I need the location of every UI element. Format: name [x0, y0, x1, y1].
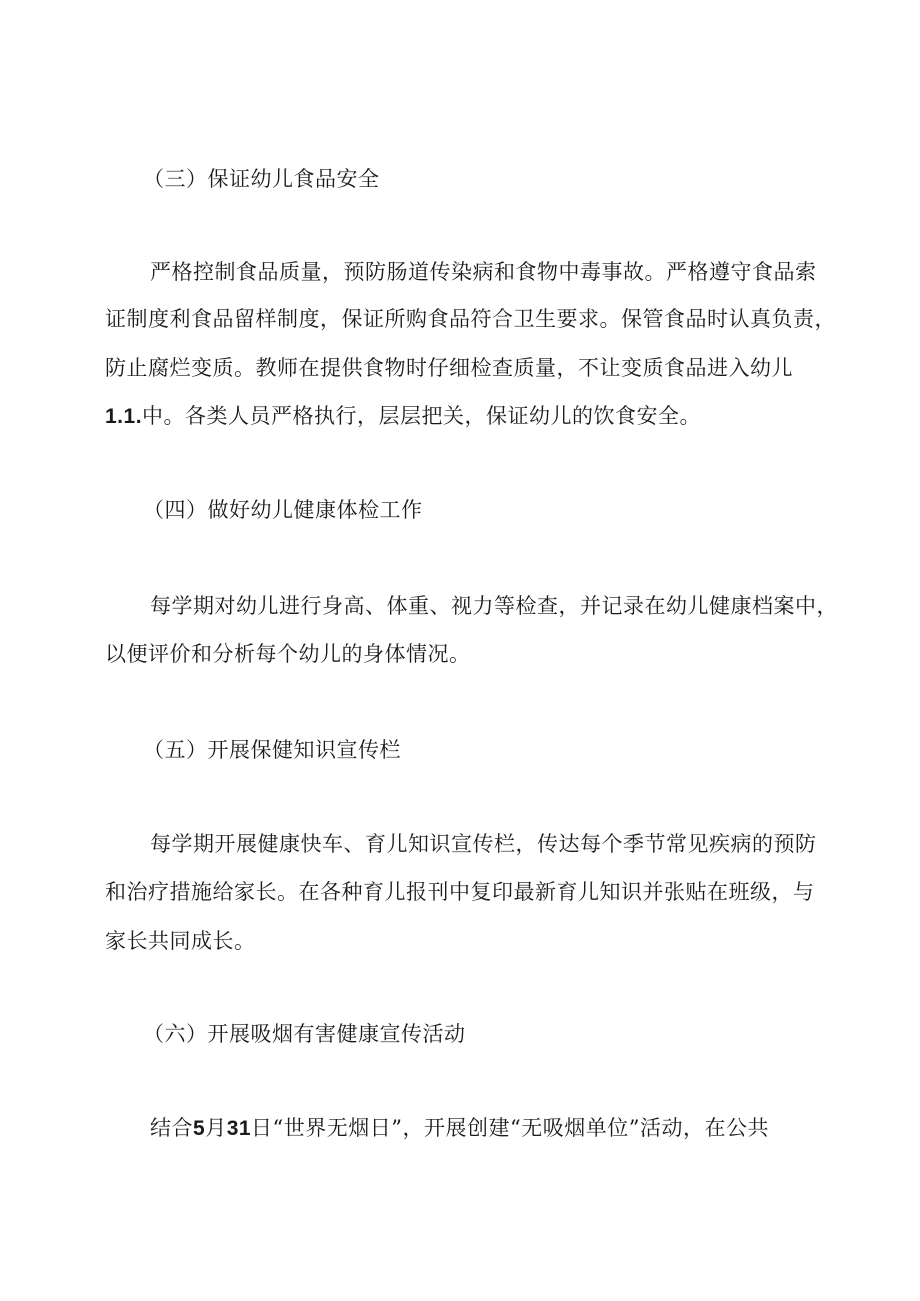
section-heading-5: （五）开展保健知识宣传栏	[143, 738, 401, 762]
paragraph-line: 严格控制食品质量，预防肠道传染病和食物中毒事故。严格遵守食品索	[150, 260, 817, 284]
section-heading-3: （三）保证幼儿食品安全	[143, 167, 380, 191]
paragraph-line	[150, 1114, 769, 1143]
paragraph-text: 中。各类人员严格执行，层层把关，保证幼儿的饮食安全。	[142, 404, 702, 428]
section-heading-6: （六）开展吸烟有害健康宣传活动	[143, 1022, 466, 1046]
paragraph-text: 日“世界无烟日”，开展创建“无吸烟单位”活动，在公共	[251, 1116, 769, 1140]
paragraph-text: 月	[205, 1116, 227, 1140]
paragraph-text: 结合	[150, 1116, 193, 1140]
section-heading-4: （四）做好幼儿健康体检工作	[143, 498, 423, 522]
date-number: 31	[226, 1117, 252, 1140]
paragraph-line: 和治疗措施给家长。在各种育儿报刊中复印最新育儿知识并张贴在班级，与	[105, 880, 815, 904]
list-number: 1.1.	[105, 405, 143, 428]
paragraph-line: 家长共同成长。	[105, 929, 256, 953]
paragraph-line: 以便评价和分析每个幼儿的身体情况。	[105, 642, 471, 666]
paragraph-line: 每学期开展健康快车、育儿知识宣传栏，传达每个季节常见疾病的预防	[150, 832, 817, 856]
paragraph-line: 证制度利食品留样制度，保证所购食品符合卫生要求。保管食品时认真负责，	[105, 307, 836, 331]
paragraph-line	[105, 402, 701, 431]
paragraph-line: 每学期对幼儿进行身高、体重、视力等检查，并记录在幼儿健康档案中，	[150, 594, 838, 618]
paragraph-line: 防止腐烂变质。教师在提供食物时仔细检查质量，不让变质食品进入幼儿	[105, 356, 793, 380]
date-number: 5	[193, 1117, 206, 1140]
